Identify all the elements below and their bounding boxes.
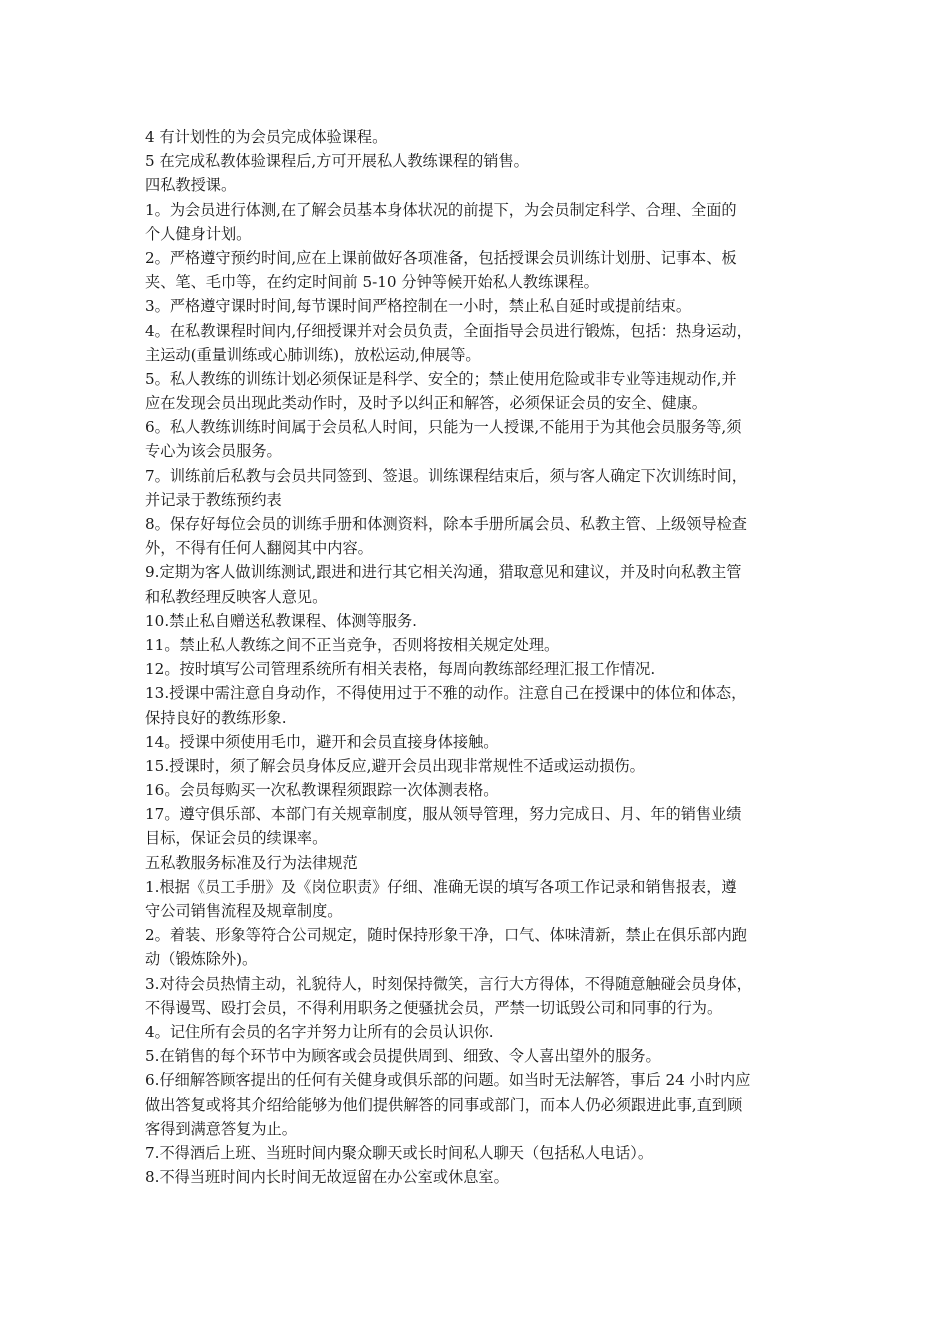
text-line: 不得谩骂、殴打会员，不得利用职务之便骚扰会员，严禁一切诋毁公司和同事的行为。 — [145, 998, 723, 1017]
text-line: 五私教服务标准及行为法律规范 — [145, 853, 358, 872]
text-line: 2。着装、形象等符合公司规定，随时保持形象干净，口气、体味清新，禁止在俱乐部内跑 — [145, 926, 747, 945]
text-line: 9.定期为客人做训练测试,跟进和进行其它相关沟通，猎取意见和建议，并及时向私教主管 — [145, 563, 742, 582]
text-line: 6.仔细解答顾客提出的任何有关健身或俱乐部的问题。如当时无法解答，事后 24 小时内应 — [145, 1071, 751, 1090]
text-line: 4。记住所有会员的名字并努力让所有的会员认识你. — [145, 1022, 494, 1041]
text-line: 17。遵守俱乐部、本部门有关规章制度，服从领导管理，努力完成日、月、年的销售业绩 — [145, 805, 742, 824]
text-line: 和私教经理反映客人意见。 — [145, 587, 328, 606]
text-line: 动（锻炼除外)。 — [145, 950, 258, 969]
text-line: 3.对待会员热情主动，礼貌待人，时刻保持微笑，言行大方得体，不得随意触碰会员身体， — [145, 974, 752, 993]
text-line: 7。训练前后私教与会员共同签到、签退。训练课程结束后，须与客人确定下次训练时间， — [145, 466, 747, 485]
text-line: 5。私人教练的训练计划必须保证是科学、安全的；禁止使用危险或非专业等违规动作,并 — [145, 369, 737, 388]
text-line: 7.不得酒后上班、当班时间内聚众聊天或长时间私人聊天（包括私人电话）。 — [145, 1143, 654, 1162]
document-body — [145, 125, 815, 1189]
text-line: 3。严格遵守课时时间,每节课时间严格控制在一小时，禁止私自延时或提前结束。 — [145, 297, 692, 316]
text-line: 夹、笔、毛巾等，在约定时间前 5-10 分钟等候开始私人教练课程。 — [145, 273, 599, 292]
text-line: 1。为会员进行体测,在了解会员基本身体状况的前提下，为会员制定科学、合理、全面的 — [145, 200, 737, 219]
text-line: 16。会员每购买一次私教课程须跟踪一次体测表格。 — [145, 781, 499, 800]
text-line: 8。保存好每位会员的训练手册和体测资料，除本手册所属会员、私教主管、上级领导检查 — [145, 515, 747, 533]
text-line: 2。严格遵守预约时间,应在上课前做好各项准备，包括授课会员训练计划册、记事本、板 — [145, 248, 737, 267]
text-line: 4。在私教课程时间内,仔细授课并对会员负责，全面指导会员进行锻炼，包括：热身运动， — [145, 321, 752, 340]
text-line: 专心为该会员服务。 — [145, 442, 282, 461]
text-line: 守公司销售流程及规章制度。 — [145, 902, 343, 920]
text-line: 13.授课中需注意自身动作，不得使用过于不雅的动作。注意自己在授课中的体位和体态， — [145, 684, 747, 703]
text-line: 8.不得当班时间内长时间无故逗留在办公室或休息室。 — [145, 1168, 509, 1187]
text-line: 15.授课时，须了解会员身体反应,避开会员出现非常规性不适或运动损伤。 — [145, 756, 645, 775]
text-line: 应在发现会员出现此类动作时，及时予以纠正和解答，必须保证会员的安全、健康。 — [145, 394, 707, 413]
text-line: 并记录于教练预约表 — [145, 490, 282, 509]
text-line: 11。禁止私人教练之间不正当竞争，否则将按相关规定处理。 — [145, 635, 560, 654]
text-line: 1.根据《员工手册》及《岗位职责》仔细、准确无误的填写各项工作记录和销售报表，遵 — [145, 877, 737, 896]
text-line: 主运动(重量训练或心肺训练)，放松运动,伸展等。 — [145, 345, 481, 364]
text-line: 外，不得有任何人翻阅其中内容。 — [145, 539, 373, 558]
text-line: 做出答复或将其介绍给能够为他们提供解答的同事或部门，而本人仍必须跟进此事,直到顾 — [145, 1095, 743, 1114]
text-line: 5.在销售的每个环节中为顾客或会员提供周到、细致、令人喜出望外的服务。 — [145, 1047, 661, 1066]
text-line: 客得到满意答复为止。 — [145, 1119, 297, 1138]
text-line: 6。私人教练训练时间属于会员私人时间，只能为一人授课,不能用于为其他会员服务等,须 — [145, 418, 742, 437]
text-line: 10.禁止私自赠送私教课程、体测等服务. — [145, 611, 417, 630]
text-line: 14。授课中须使用毛巾，避开和会员直接身体接触。 — [145, 732, 499, 751]
text-line: 个人健身计划。 — [145, 224, 252, 243]
text-line: 四私教授课。 — [145, 176, 237, 195]
text-line: 5 在完成私教体验课程后,方可开展私人教练课程的销售。 — [145, 152, 529, 171]
text-line: 12。按时填写公司管理系统所有相关表格，每周向教练部经理汇报工作情况. — [145, 660, 656, 679]
text-line: 4 有计划性的为会员完成体验课程。 — [145, 128, 388, 146]
text-line: 保持良好的教练形象. — [145, 708, 287, 727]
text-line: 目标，保证会员的续课率。 — [145, 829, 328, 848]
